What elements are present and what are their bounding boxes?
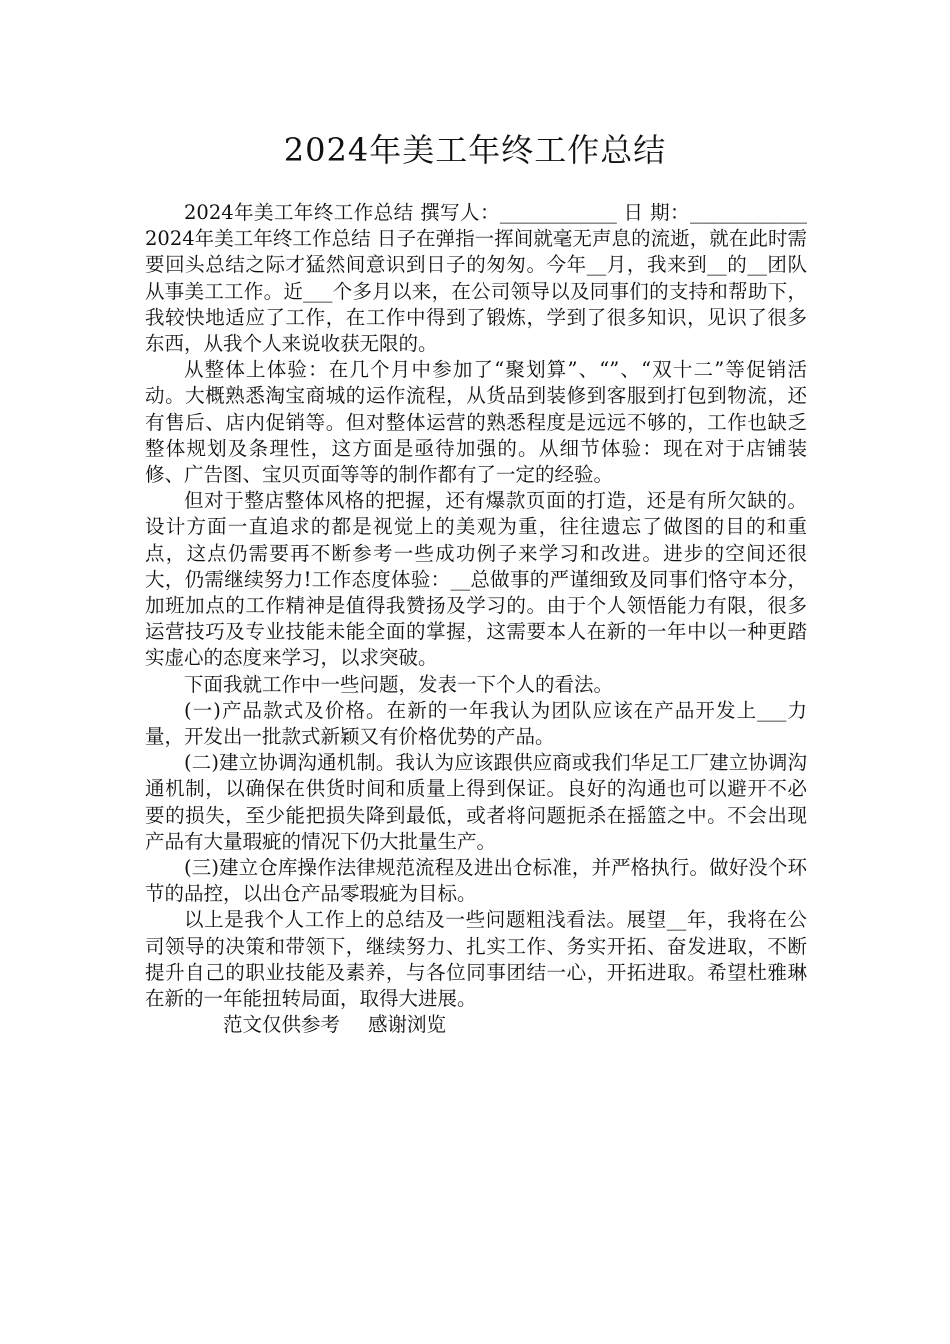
document-body bbox=[145, 200, 807, 1039]
paragraph-conclusion: 以上是我个人工作上的总结及一些问题粗浅看法。展望__年，我将在公司领导的决策和带领下，继续努力、扎实工作、务实开拓、奋发进取，不断提升自己的职业技能及素养，与各位同事团结一心，开拓进取。希望杜雅琳在新的一年能扭转局面，取得大进展。 bbox=[145, 908, 807, 1011]
paragraph-issue-3: (三)建立仓库操作法律规范流程及进出仓标准，并严格执行。做好没个环节的品控，以出仓产品零瑕疵为目标。 bbox=[145, 856, 807, 906]
paragraph-intro: 2024年美工年终工作总结 撰写人：____________ 日 期：____________ 2024年美工年终工作总结 日子在弹指一挥间就毫无声息的流逝，就在此时需要回头总结之际才猛然间意识到日子的匆匆。今年__月，我来到__的__团队从事美工工作。近___个多月以来，在公司领导以及同事们的支持和帮助下，我较快地适应了工作，在工作中得到了锻炼，学到了很多知识，见识了很多东西，从我个人来说收获无限的。 bbox=[145, 201, 807, 356]
paragraph-issues-intro: 下面我就工作中一些问题，发表一下个人的看法。 bbox=[184, 672, 614, 696]
paragraph-issue-1: (一)产品款式及价格。在新的一年我认为团队应该在产品开发上___力量，开发出一批款式新颖又有价格优势的产品。 bbox=[145, 698, 807, 749]
closing-note-left: 范文仅供参考 bbox=[223, 1013, 341, 1037]
paragraph-issue-2: (二)建立协调沟通机制。我认为应该跟供应商或我们华足工厂建立协调沟通机制，以确保在供货时间和质量上得到保证。良好的沟通也可以避开不必要的损失，至少能把损失降到最低，或者将问题扼杀在摇篮之中。不会出现产品有大量瑕疵的情况下仍大批量生产。 bbox=[145, 751, 807, 853]
paragraph-shortcomings: 但对于整店整体风格的把握，还有爆款页面的打造，还是有所欠缺的。设计方面一直追求的都是视觉上的美观为重，往往遗忘了做图的目的和重点，这点仍需要再不断参考一些成功例子来学习和改进。进步的空间还很大，仍需继续努力!工作态度体验：__总做事的严谨细致及同事们恪守本分，加班加点的工作精神是值得我赞扬及学习的。由于个人领悟能力有限，很多运营技巧及专业技能未能全面的掌握，这需要本人在新的一年中以一种更踏实虚心的态度来学习，以求突破。 bbox=[145, 489, 807, 670]
closing-note-right: 感谢浏览 bbox=[368, 1013, 447, 1037]
closing-line bbox=[145, 1012, 807, 1038]
paragraph-overall-experience: 从整体上体验：在几个月中参加了“聚划算”、“”、“双十二”等促销活动。大概熟悉淘宝商城的运作流程，从货品到装修到客服到打包到物流，还有售后、店内促销等。但对整体运营的熟悉程度是远远不够的，工作也缺乏整体规划及条理性，这方面是亟待加强的。从细节体验：现在对于店铺装修、广告图、宝贝页面等等的制作都有了一定的经验。 bbox=[145, 358, 807, 487]
document-title: 2024年美工年终工作总结 bbox=[283, 131, 667, 169]
